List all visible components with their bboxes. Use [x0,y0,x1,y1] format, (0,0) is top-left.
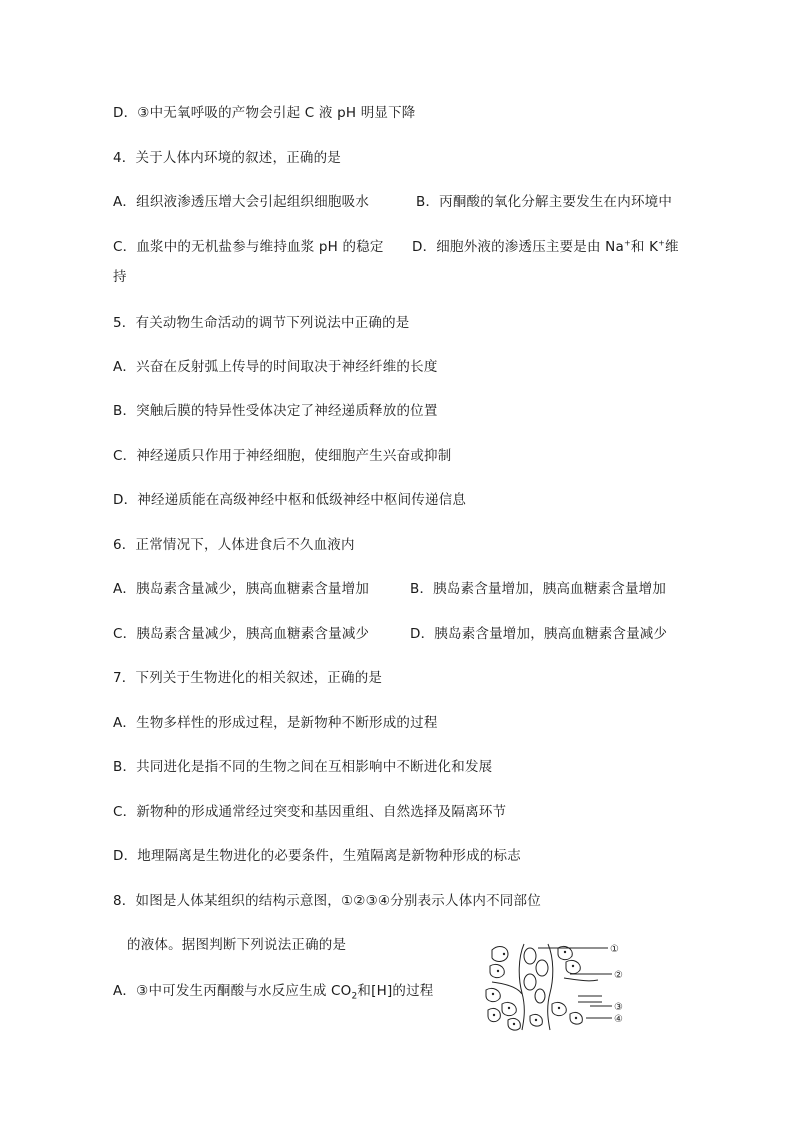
q8-stem-continuation: 的液体。据图判断下列说法正确的是 [127,937,347,953]
q6-option-d: D．胰岛素含量增加，胰高血糖素含量减少 [410,626,668,642]
q6-option-a: A．胰岛素含量减少，胰高血糖素含量增加 [113,581,370,597]
q8-stem: 8．如图是人体某组织的结构示意图，①②③④分别表示人体内不同部位 [113,893,541,909]
q6-option-b: B．胰岛素含量增加，胰高血糖素含量增加 [410,581,667,597]
q5-option-b: B．突触后膜的特异性受体决定了神经递质释放的位置 [113,403,438,419]
q6-stem: 6．正常情况下，人体进食后不久血液内 [113,537,355,553]
label-2: ② [614,970,623,981]
q5-option-c: C．神经递质只作用于神经细胞，使细胞产生兴奋或抑制 [113,448,452,464]
q5-option-d: D．神经递质能在高级神经中枢和低级神经中枢间传递信息 [113,492,467,508]
tissue-structure-diagram [478,938,638,1033]
tissue-cell [492,947,508,962]
label-1: ① [610,944,619,955]
label-3: ③ [614,1002,623,1013]
capillary-wall-right [548,944,553,1030]
potassium-charge: + [658,238,666,248]
q5-option-a: A．兴奋在反射弧上传导的时间取决于神经纤维的长度 [113,359,438,375]
label-4: ④ [614,1014,623,1025]
q5-stem: 5．有关动物生命活动的调节下列说法中正确的是 [113,315,410,331]
blood-cell [524,974,536,990]
q7-option-c: C．新物种的形成通常经过突变和基因重组、自然选择及隔离环节 [113,804,507,820]
q4-stem: 4．关于人体内环境的叙述，正确的是 [113,150,341,166]
sodium-charge: + [623,238,631,248]
q4-option-d-text-mid: 和 K [630,239,659,255]
q4-option-c: C．血浆中的无机盐参与维持血浆 pH 的稳定 [113,239,384,255]
q8-option-a-text: A．③中可发生丙酮酸与水反应生成 CO [113,983,352,999]
q8-option-a-text-end: 和[H]的过程 [357,983,434,999]
q7-option-d: D．地理隔离是生物进化的必要条件，生殖隔离是新物种形成的标志 [113,848,521,864]
blood-cell [536,960,548,976]
co2-subscript: 2 [351,991,358,1002]
blood-cell [535,989,545,1003]
q7-option-a: A．生物多样性的形成过程，是新物种不断形成的过程 [113,715,438,731]
q8-option-a [113,982,434,1000]
q4-option-d-text-end: 维 [665,239,679,255]
q3-option-d: D．③中无氧呼吸的产物会引起 C 液 pH 明显下降 [113,105,416,121]
q4-option-d-text: D．细胞外液的渗透压主要是由 Na [412,239,624,255]
q4-option-b: B．丙酮酸的氧化分解主要发生在内环境中 [416,194,673,210]
q6-option-c: C．胰岛素含量减少，胰高血糖素含量减少 [113,626,370,642]
q4-option-d [412,238,679,256]
q7-option-b: B．共同进化是指不同的生物之间在互相影响中不断进化和发展 [113,759,493,775]
q4-option-a: A．组织液渗透压增大会引起组织细胞吸水 [113,194,370,210]
blood-cell [524,948,536,964]
q4-option-d-continuation: 持 [113,269,127,285]
q7-stem: 7．下列关于生物进化的相关叙述，正确的是 [113,670,383,686]
